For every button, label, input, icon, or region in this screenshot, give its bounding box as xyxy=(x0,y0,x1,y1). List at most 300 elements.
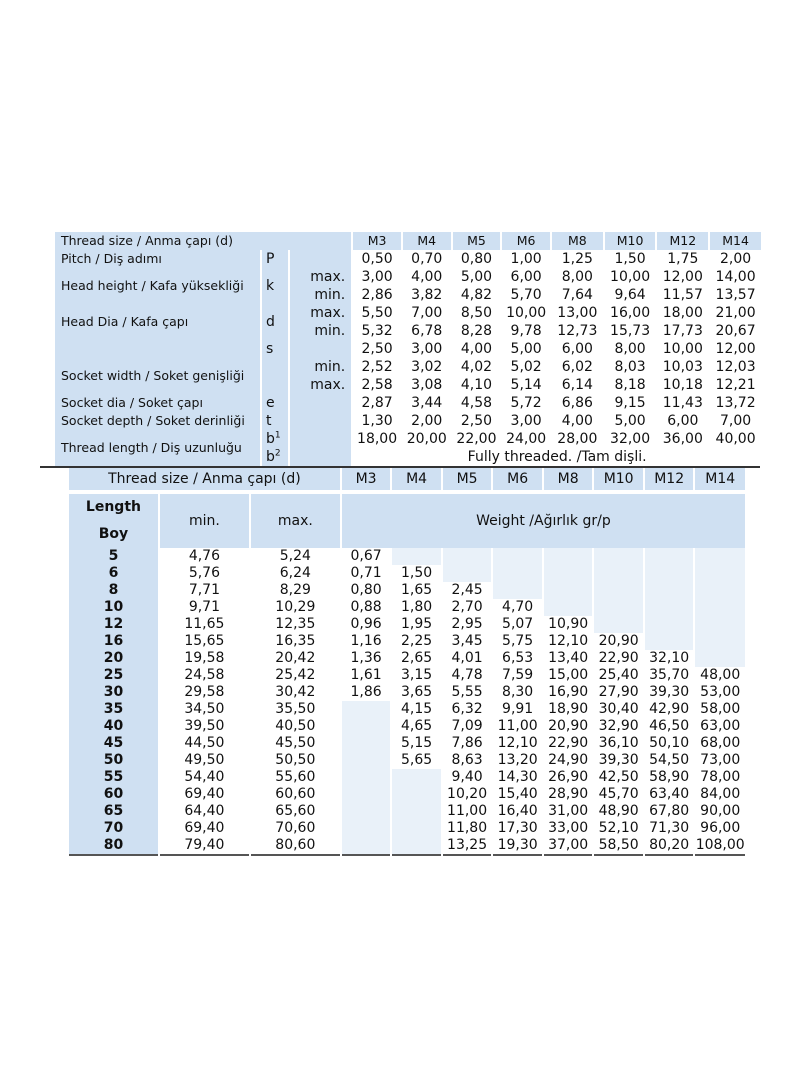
table-row xyxy=(69,718,745,735)
weight-cell xyxy=(695,582,745,599)
value-cell: 9,78 xyxy=(510,323,542,339)
table-row xyxy=(69,633,745,650)
value-cell: 28,00 xyxy=(557,431,598,447)
max-cell: 10,29 xyxy=(275,599,316,615)
weight-cell: 20,90 xyxy=(598,633,639,649)
weight-header-row xyxy=(69,468,745,490)
length-tr: Boy xyxy=(98,526,129,542)
value-cell: 11,43 xyxy=(662,395,703,411)
weight-cell xyxy=(392,803,441,820)
min-cell: 15,65 xyxy=(184,633,225,649)
value-cell: 6,14 xyxy=(561,377,593,393)
value-cell: 10,00 xyxy=(506,305,547,321)
size-col: M6 xyxy=(493,468,542,490)
socket-depth-symbol: t xyxy=(262,412,288,430)
head-height-symbol: k xyxy=(262,268,288,304)
value-cell: 4,00 xyxy=(561,413,593,429)
weight-cell: 54,50 xyxy=(649,752,690,768)
pitch-label: Pitch / Diş adımı xyxy=(55,250,260,268)
weight-cell: 42,50 xyxy=(598,769,639,785)
value-cell: 10,03 xyxy=(662,359,703,375)
empty-cell xyxy=(290,340,351,358)
min-header: min. xyxy=(160,494,249,548)
table-row xyxy=(69,769,745,786)
value-cell: 4,82 xyxy=(460,287,493,303)
weight-cell: 1,95 xyxy=(401,616,433,632)
socket-depth-row xyxy=(55,412,761,430)
weight-cell: 15,00 xyxy=(548,667,589,683)
weight-cell: 2,95 xyxy=(451,616,483,632)
weight-cell xyxy=(342,769,391,786)
weight-cell: 33,00 xyxy=(548,820,589,836)
value-cell: 0,50 xyxy=(361,251,393,267)
size-col: M14 xyxy=(710,232,761,250)
weight-cell xyxy=(645,633,694,650)
length-cell: 6 xyxy=(69,565,158,582)
value-cell: 8,03 xyxy=(614,359,646,375)
min-cell: 4,76 xyxy=(188,548,220,564)
weight-cell: 84,00 xyxy=(700,786,741,802)
b2-symbol xyxy=(262,448,288,466)
dims-header-row xyxy=(55,232,761,250)
weight-cell: 4,70 xyxy=(502,599,534,615)
weight-cell: 3,45 xyxy=(451,633,483,649)
weight-cell xyxy=(493,582,542,599)
weight-cell: 1,50 xyxy=(401,565,433,581)
weight-cell: 1,80 xyxy=(401,599,433,615)
weight-cell: 73,00 xyxy=(700,752,741,768)
weight-cell: 10,90 xyxy=(548,616,589,632)
max-cell: 20,42 xyxy=(275,650,316,666)
value-cell: 9,64 xyxy=(614,287,646,303)
length-cell: 25 xyxy=(69,667,158,684)
table-row xyxy=(69,616,745,633)
weight-cell: 26,90 xyxy=(548,769,589,785)
weight-cell xyxy=(695,616,745,633)
weight-cell xyxy=(443,565,492,582)
size-col: M10 xyxy=(605,232,656,250)
weight-cell xyxy=(544,599,593,616)
min-cell: 24,58 xyxy=(184,667,225,683)
length-cell: 50 xyxy=(69,752,158,769)
empty-cell xyxy=(290,412,351,430)
weight-cell: 37,00 xyxy=(544,837,593,856)
weight-cell: 68,00 xyxy=(700,735,741,751)
length-en: Length xyxy=(85,499,141,515)
weight-cell: 5,07 xyxy=(502,616,534,632)
length-cell: 45 xyxy=(69,735,158,752)
length-cell: 70 xyxy=(69,820,158,837)
value-cell: 3,08 xyxy=(411,377,443,393)
min-cell: 69,40 xyxy=(184,786,225,802)
weight-cell: 63,00 xyxy=(700,718,741,734)
weight-cell: 39,30 xyxy=(598,752,639,768)
value-cell: 10,18 xyxy=(662,377,703,393)
fully-threaded-note: Fully threaded. /Tam dişli. xyxy=(353,448,761,466)
weight-cell xyxy=(342,837,391,856)
weight-cell: 0,71 xyxy=(350,565,382,581)
max-cell: 16,35 xyxy=(275,633,316,649)
length-cell: 30 xyxy=(69,684,158,701)
weight-cell: 19,30 xyxy=(493,837,542,856)
weight-cell: 2,70 xyxy=(451,599,483,615)
value-cell: 16,00 xyxy=(610,305,651,321)
weight-cell: 12,10 xyxy=(497,735,538,751)
value-cell: 2,86 xyxy=(361,287,393,303)
value-cell: 5,32 xyxy=(361,323,393,339)
weight-cell xyxy=(342,735,391,752)
weight-cell: 8,30 xyxy=(502,684,534,700)
length-cell: 40 xyxy=(69,718,158,735)
size-col: M6 xyxy=(502,232,550,250)
weight-cell xyxy=(594,548,643,565)
socket-dia-label: Socket dia / Soket çapı xyxy=(55,394,260,412)
head-height-label: Head height / Kafa yüksekliği xyxy=(55,268,260,304)
min-cell: 7,71 xyxy=(188,582,220,598)
value-cell: 20,67 xyxy=(715,323,756,339)
weight-cell: 7,86 xyxy=(451,735,483,751)
table-row xyxy=(69,752,745,769)
weight-cell: 27,90 xyxy=(598,684,639,700)
value-cell: 8,28 xyxy=(460,323,493,339)
min-cell: 34,50 xyxy=(184,701,225,717)
value-cell: 15,73 xyxy=(610,323,651,339)
weight-cell: 50,10 xyxy=(649,735,690,751)
max-cell: 55,60 xyxy=(275,769,316,785)
value-cell: 7,00 xyxy=(720,413,752,429)
table-row xyxy=(69,684,745,701)
b2-letter: b xyxy=(265,449,275,465)
weight-cell: 12,10 xyxy=(548,633,589,649)
value-cell: 0,80 xyxy=(460,251,493,267)
empty-cell xyxy=(290,448,351,466)
max-cell: 12,35 xyxy=(275,616,316,632)
table-row xyxy=(69,565,745,582)
value-cell: 3,00 xyxy=(411,341,443,357)
empty-cell xyxy=(290,250,351,268)
value-cell: 14,00 xyxy=(715,269,756,285)
weight-cell: 3,65 xyxy=(401,684,433,700)
weight-cell: 48,00 xyxy=(700,667,741,683)
weight-cell: 9,91 xyxy=(502,701,534,717)
value-cell: 1,25 xyxy=(561,251,593,267)
thread-length-label: Thread length / Diş uzunluğu xyxy=(55,430,260,466)
weight-cell: 25,40 xyxy=(598,667,639,683)
value-cell: 5,02 xyxy=(510,359,542,375)
value-cell: 40,00 xyxy=(715,431,756,447)
weight-cell: 11,00 xyxy=(497,718,538,734)
weight-cell: 32,90 xyxy=(598,718,639,734)
size-col: M4 xyxy=(392,468,441,490)
weight-cell xyxy=(342,786,391,803)
length-cell: 5 xyxy=(69,548,158,565)
value-cell: 5,50 xyxy=(361,305,393,321)
max-cell: 6,24 xyxy=(279,565,311,581)
weight-cell xyxy=(645,582,694,599)
min-cell: 9,71 xyxy=(188,599,220,615)
weight-cell xyxy=(544,565,593,582)
min-cell: 69,40 xyxy=(184,820,225,836)
weight-cell: 9,40 xyxy=(451,769,483,785)
length-cell: 12 xyxy=(69,616,158,633)
weight-cell xyxy=(594,582,643,599)
length-cell: 16 xyxy=(69,633,158,650)
value-cell: 8,18 xyxy=(614,377,646,393)
weight-cell xyxy=(594,616,643,633)
value-cell: 21,00 xyxy=(715,305,756,321)
table-row xyxy=(69,820,745,837)
value-cell: 13,72 xyxy=(715,395,756,411)
length-cell: 10 xyxy=(69,599,158,616)
value-cell: 5,00 xyxy=(460,269,493,285)
value-cell: 36,00 xyxy=(662,431,703,447)
value-cell: 4,10 xyxy=(460,377,493,393)
weight-table xyxy=(67,468,747,856)
max-cell: 5,24 xyxy=(279,548,311,564)
value-cell: 0,70 xyxy=(411,251,443,267)
size-col: M12 xyxy=(645,468,694,490)
weight-cell xyxy=(594,565,643,582)
max-cell: 65,60 xyxy=(275,803,316,819)
empty-cell xyxy=(290,430,351,448)
weight-cell xyxy=(392,820,441,837)
head-dia-symbol: d xyxy=(262,304,288,340)
max-label: max. xyxy=(290,376,351,394)
length-cell: 8 xyxy=(69,582,158,599)
value-cell: 7,00 xyxy=(411,305,443,321)
value-cell: 5,00 xyxy=(510,341,542,357)
weight-cell: 63,40 xyxy=(649,786,690,802)
value-cell: 8,00 xyxy=(614,341,646,357)
weight-cell: 1,86 xyxy=(350,684,382,700)
weight-cell: 32,10 xyxy=(649,650,690,666)
value-cell: 5,00 xyxy=(614,413,646,429)
weight-cell: 2,65 xyxy=(401,650,433,666)
empty-cell xyxy=(55,340,260,358)
size-col: M8 xyxy=(544,468,593,490)
max-cell: 40,50 xyxy=(275,718,316,734)
socket-dia-symbol: e xyxy=(262,394,288,412)
size-col: M5 xyxy=(453,232,501,250)
length-cell: 20 xyxy=(69,650,158,667)
weight-cell: 2,25 xyxy=(401,633,433,649)
value-cell: 8,00 xyxy=(561,269,593,285)
weight-cell xyxy=(645,548,694,565)
b1-letter: b xyxy=(265,431,275,447)
value-cell: 22,00 xyxy=(456,431,497,447)
weight-cell: 16,90 xyxy=(548,684,589,700)
value-cell: 9,15 xyxy=(614,395,646,411)
value-cell: 4,02 xyxy=(460,359,493,375)
weight-cell xyxy=(493,565,542,582)
weight-cell: 71,30 xyxy=(649,820,690,836)
weight-cell xyxy=(645,616,694,633)
b1-superscript: 1 xyxy=(274,430,281,441)
weight-cell: 35,70 xyxy=(649,667,690,683)
weight-cell: 15,40 xyxy=(497,786,538,802)
min-cell: 64,40 xyxy=(184,803,225,819)
value-cell: 2,50 xyxy=(361,341,393,357)
size-col: M10 xyxy=(594,468,643,490)
length-cell: 60 xyxy=(69,786,158,803)
pitch-symbol: P xyxy=(262,250,288,268)
table-row xyxy=(69,599,745,616)
min-label: min. xyxy=(290,358,351,376)
min-label: min. xyxy=(290,286,351,304)
thread-length-b1-row xyxy=(55,430,761,448)
socket-depth-label: Socket depth / Soket derinliği xyxy=(55,412,260,430)
min-cell: 44,50 xyxy=(184,735,225,751)
length-cell: 65 xyxy=(69,803,158,820)
max-cell: 60,60 xyxy=(275,786,316,802)
value-cell: 3,82 xyxy=(411,287,443,303)
weight-cell xyxy=(645,599,694,616)
socket-width-label: Socket width / Soket genişliği xyxy=(55,358,260,394)
value-cell: 1,00 xyxy=(510,251,542,267)
weight-cell xyxy=(544,548,593,565)
value-cell: 20,00 xyxy=(406,431,447,447)
head-dia-max-row xyxy=(55,304,761,322)
weight-cell: 31,00 xyxy=(548,803,589,819)
weight-cell xyxy=(392,837,441,856)
table-row xyxy=(69,650,745,667)
length-header xyxy=(69,494,158,548)
value-cell: 13,57 xyxy=(715,287,756,303)
min-cell: 29,58 xyxy=(184,684,225,700)
weight-cell: 13,40 xyxy=(548,650,589,666)
weight-cell: 52,10 xyxy=(598,820,639,836)
value-cell: 12,73 xyxy=(557,323,598,339)
size-col: M12 xyxy=(657,232,708,250)
value-cell: 3,00 xyxy=(510,413,542,429)
weight-cell: 0,88 xyxy=(350,599,382,615)
weight-thread-size-label: Thread size / Anma çapı (d) xyxy=(69,468,340,490)
size-col: M3 xyxy=(353,232,401,250)
size-col: M8 xyxy=(552,232,603,250)
value-cell: 8,50 xyxy=(460,305,493,321)
value-cell: 4,00 xyxy=(411,269,443,285)
socket-dia-row xyxy=(55,394,761,412)
value-cell: 1,75 xyxy=(667,251,699,267)
weight-cell: 10,20 xyxy=(447,786,488,802)
socket-s-row xyxy=(55,340,761,358)
weight-subheader-row xyxy=(69,494,745,548)
min-cell: 19,58 xyxy=(184,650,225,666)
empty-cell xyxy=(262,358,288,394)
value-cell: 2,00 xyxy=(411,413,443,429)
size-col: M14 xyxy=(695,468,745,490)
value-cell: 24,00 xyxy=(506,431,547,447)
weight-cell: 53,00 xyxy=(700,684,741,700)
table-row xyxy=(69,548,745,565)
max-cell: 80,60 xyxy=(251,837,340,856)
max-cell: 8,29 xyxy=(279,582,311,598)
head-height-max-row xyxy=(55,268,761,286)
value-cell: 11,57 xyxy=(662,287,703,303)
weight-cell: 42,90 xyxy=(649,701,690,717)
weight-cell: 3,15 xyxy=(401,667,433,683)
weight-cell: 48,90 xyxy=(598,803,639,819)
weight-cell xyxy=(695,650,745,667)
max-label: max. xyxy=(290,268,351,286)
weight-cell: 58,50 xyxy=(594,837,643,856)
weight-cell: 2,45 xyxy=(451,582,483,598)
weight-cell xyxy=(695,599,745,616)
value-cell: 3,44 xyxy=(411,395,443,411)
weight-cell xyxy=(645,565,694,582)
table-row xyxy=(69,667,745,684)
weight-cell xyxy=(493,548,542,565)
weight-cell xyxy=(342,820,391,837)
weight-cell: 4,78 xyxy=(451,667,483,683)
value-cell: 10,00 xyxy=(662,341,703,357)
socket-width-min-row xyxy=(55,358,761,376)
weight-cell xyxy=(342,701,391,718)
weight-cell: 1,36 xyxy=(350,650,382,666)
weight-cell: 58,00 xyxy=(700,701,741,717)
weight-cell: 96,00 xyxy=(700,820,741,836)
dimensions-table xyxy=(53,232,763,466)
weight-cell: 0,96 xyxy=(350,616,382,632)
weight-cell xyxy=(392,548,441,565)
min-cell: 54,40 xyxy=(184,769,225,785)
value-cell: 5,14 xyxy=(510,377,542,393)
weight-cell: 6,32 xyxy=(451,701,483,717)
value-cell: 13,00 xyxy=(557,305,598,321)
length-cell: 55 xyxy=(69,769,158,786)
max-cell: 30,42 xyxy=(275,684,316,700)
weight-cell: 36,10 xyxy=(598,735,639,751)
weight-cell: 20,90 xyxy=(548,718,589,734)
weight-cell: 5,55 xyxy=(451,684,483,700)
head-dia-label: Head Dia / Kafa çapı xyxy=(55,304,260,340)
max-header: max. xyxy=(251,494,340,548)
weight-cell: 90,00 xyxy=(700,803,741,819)
weight-cell: 0,67 xyxy=(350,548,382,564)
weight-cell xyxy=(392,786,441,803)
value-cell: 17,73 xyxy=(662,323,703,339)
size-col: M4 xyxy=(403,232,451,250)
weight-cell: 5,15 xyxy=(401,735,433,751)
weight-cell: 28,90 xyxy=(548,786,589,802)
b2-superscript: 2 xyxy=(274,448,281,459)
value-cell: 12,03 xyxy=(715,359,756,375)
weight-cell: 11,00 xyxy=(447,803,488,819)
weight-cell: 18,90 xyxy=(548,701,589,717)
table-row xyxy=(69,735,745,752)
value-cell: 6,02 xyxy=(561,359,593,375)
value-cell: 3,00 xyxy=(361,269,393,285)
length-cell: 35 xyxy=(69,701,158,718)
size-col: M5 xyxy=(443,468,492,490)
weight-cell: 1,65 xyxy=(401,582,433,598)
value-cell: 2,87 xyxy=(361,395,393,411)
min-cell: 79,40 xyxy=(160,837,249,856)
value-cell: 12,21 xyxy=(715,377,756,393)
size-col: M3 xyxy=(342,468,391,490)
value-cell: 18,00 xyxy=(662,305,703,321)
table-row xyxy=(69,837,745,856)
length-cell: 80 xyxy=(69,837,158,856)
value-cell: 3,02 xyxy=(411,359,443,375)
max-label: max. xyxy=(290,304,351,322)
weight-cell: 8,63 xyxy=(451,752,483,768)
pitch-row xyxy=(55,250,761,268)
weight-cell: 24,90 xyxy=(548,752,589,768)
weight-cell: 67,80 xyxy=(649,803,690,819)
weight-cell: 4,65 xyxy=(401,718,433,734)
min-cell: 11,65 xyxy=(184,616,225,632)
